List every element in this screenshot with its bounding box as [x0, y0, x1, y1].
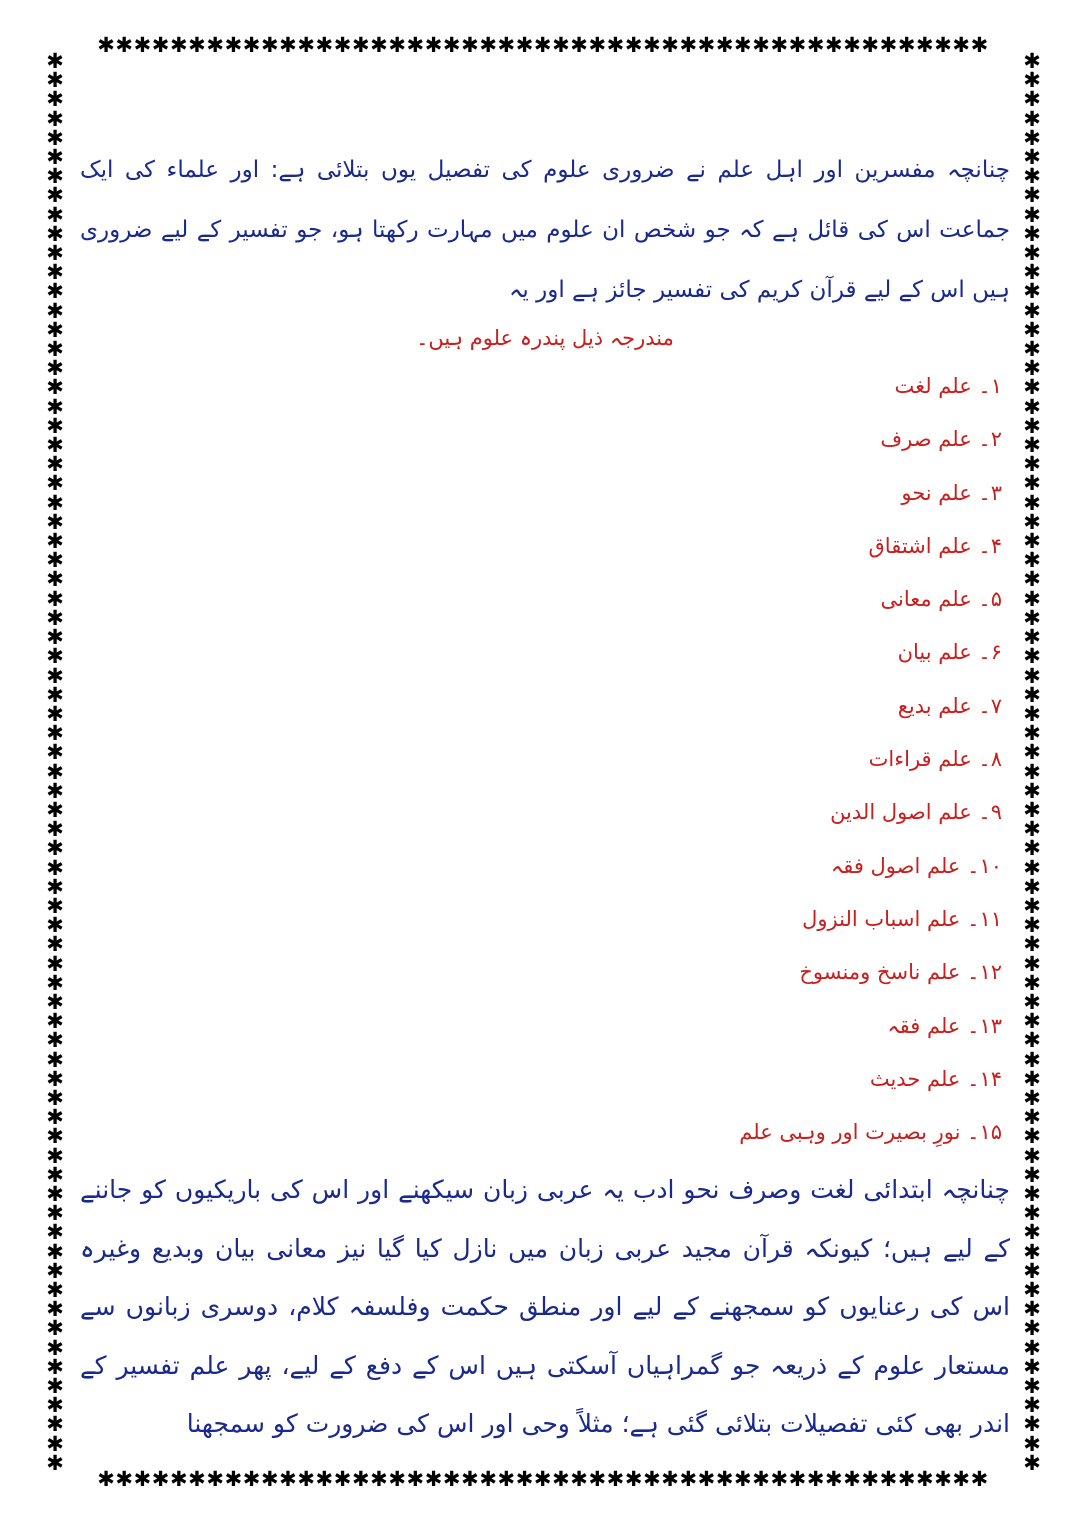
page-content	[80, 140, 1010, 1454]
list-item: ۱۴۔ علم حدیث	[869, 1066, 1002, 1091]
list-item: ۷۔ علم بدیع	[897, 693, 1002, 718]
list-item: ۱۱۔ علم اسباب النزول	[802, 906, 1002, 931]
list-item: ۱۔ علم لغت	[894, 374, 1002, 398]
list-item: ۱۵۔ نورِ بصیرت اور وہبی علم	[739, 1120, 1002, 1145]
list-item: ۱۳۔ علم فقہ	[887, 1013, 1002, 1038]
list-item: ۱۰۔ علم اصول فقہ	[830, 853, 1002, 878]
border-left: ✱ ✱ ✱ ✱ ✱ ✱ ✱ ✱ ✱ ✱ ✱ ✱ ✱ ✱ ✱ ✱ ✱ ✱ ✱ ✱ ✱ ✱ ✱ ✱ ✱ ✱ ✱ ✱ ✱ ✱ ✱ ✱ ✱ ✱ ✱ ✱ ✱ ✱ ✱ ✱ ✱ ✱ ✱ ✱ ✱ ✱ ✱ ✱ ✱ ✱ ✱ ✱ ✱ ✱ ✱ ✱ ✱ ✱ ✱ ✱ ✱ ✱ ✱ ✱ ✱ ✱ ✱ ✱ ✱ ✱ ✱ ✱ ✱ ✱	[46, 52, 64, 1472]
list-item: ۴۔ علم اشتقاق	[868, 533, 1002, 558]
intro-closing-line: مندرجہ ذیل پندرہ علوم ہیں۔	[416, 326, 674, 350]
intro-paragraph: چنانچہ مفسرین اور اہل علم نے ضروری علوم کی تفصیل یوں بتلائی ہے: اور علماء کی ایک جماعت اس کی قائل ہے کہ جو شخص ان علوم میں مہارت رکھتا ہو، جو تفسیر کے لیے ضروری ہیں اس کے لیے قرآن کریم کی تفسیر جائز ہے اور یہ	[80, 157, 1010, 303]
list-item: ۵۔ علم معانی	[880, 587, 1002, 612]
list-item: ۲۔ علم صرف	[880, 427, 1002, 452]
outro-paragraph: چنانچہ ابتدائی لغت وصرف نحو ادب یہ عربی زبان سیکھنے اور اس کی باریکیوں کو جاننے کے لیے ہیں؛ کیونکہ قرآن مجید عربی زبان میں نازل کیا گیا نیز معانی بیان وبدیع وغیرہ اس کی رعنایوں کو سمجھنے کے لیے اور منطق حکمت وفلسفہ کلام، دوسری زبانوں سے مستعار علوم کے ذریعہ جو گمراہیاں آسکتی ہیں اس کے دفع کے لیے، پھر علم تفسیر کے اندر بھی کئی تفصیلات بتلائی گئی ہے؛ مثلاً وحی اور اس کی ضرورت کو سمجھنا	[80, 1175, 1010, 1439]
list-item: ۱۲۔ علم ناسخ ومنسوخ	[799, 960, 1002, 985]
sciences-list	[80, 360, 1010, 1159]
list-item: ۸۔ علم قراءات	[868, 747, 1002, 772]
border-right: ✱ ✱ ✱ ✱ ✱ ✱ ✱ ✱ ✱ ✱ ✱ ✱ ✱ ✱ ✱ ✱ ✱ ✱ ✱ ✱ ✱ ✱ ✱ ✱ ✱ ✱ ✱ ✱ ✱ ✱ ✱ ✱ ✱ ✱ ✱ ✱ ✱ ✱ ✱ ✱ ✱ ✱ ✱ ✱ ✱ ✱ ✱ ✱ ✱ ✱ ✱ ✱ ✱ ✱ ✱ ✱ ✱ ✱ ✱ ✱ ✱ ✱ ✱ ✱ ✱ ✱ ✱ ✱ ✱ ✱ ✱ ✱ ✱ ✱	[1023, 52, 1041, 1472]
border-bottom: ✱✱✱✱✱✱✱✱✱✱✱✱✱✱✱✱✱✱✱✱✱✱✱✱✱✱✱✱✱✱✱✱✱✱✱✱✱✱✱✱✱✱✱✱✱✱✱✱✱	[97, 1468, 989, 1490]
list-item: ۳۔ علم نحو	[901, 480, 1002, 505]
border-top: ✱✱✱✱✱✱✱✱✱✱✱✱✱✱✱✱✱✱✱✱✱✱✱✱✱✱✱✱✱✱✱✱✱✱✱✱✱✱✱✱✱✱✱✱✱✱✱✱✱	[97, 34, 989, 56]
list-item: ۶۔ علم بیان	[897, 640, 1002, 665]
list-item: ۹۔ علم اصول الدین	[830, 800, 1002, 825]
